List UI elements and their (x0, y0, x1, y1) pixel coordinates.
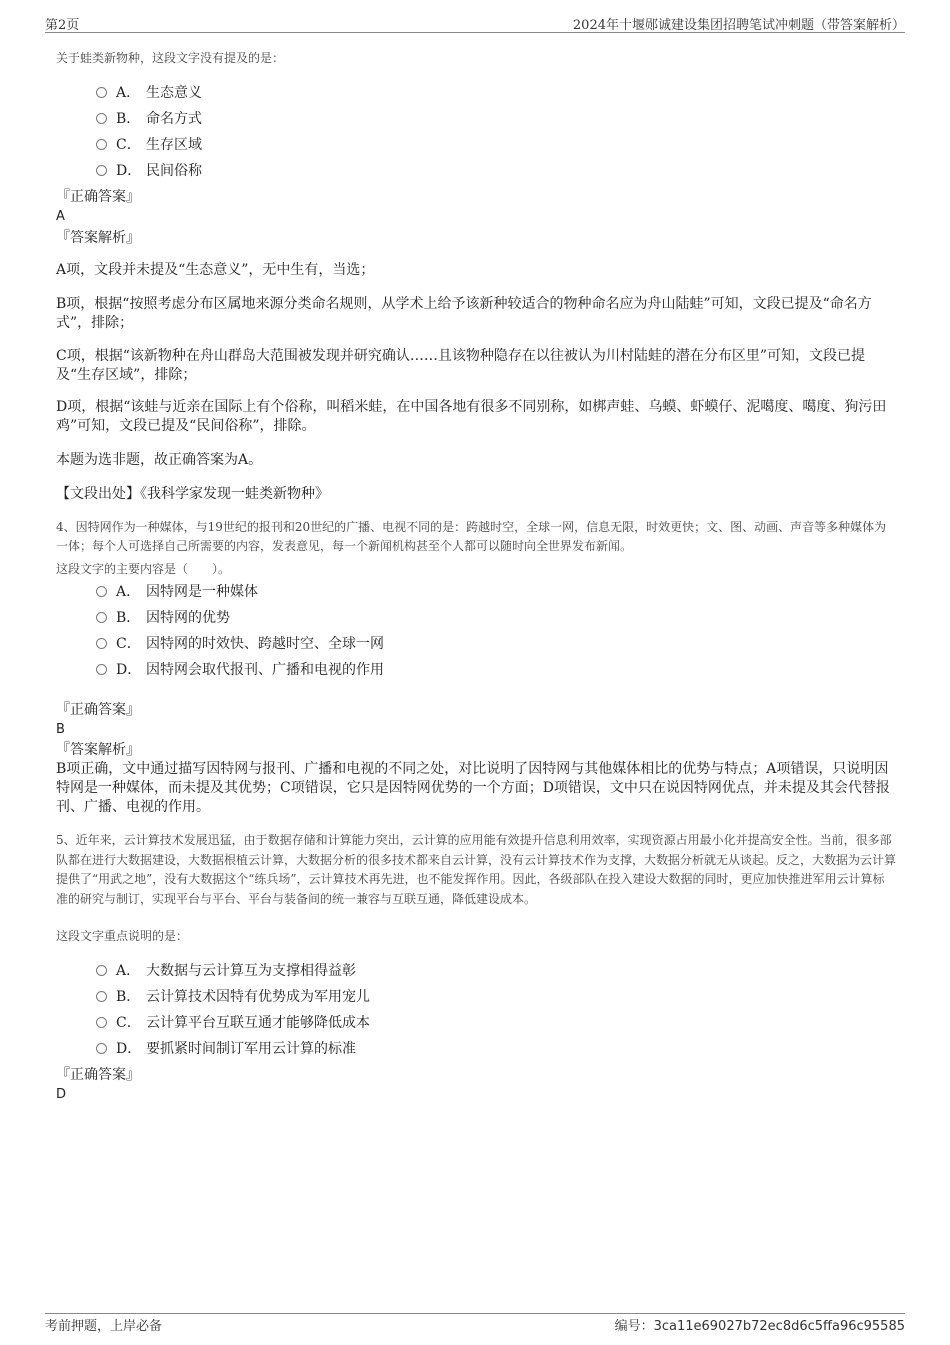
q3-analysis-c: C项，根据“该新物种在舟山群岛大范围被发现并研究确认……且该物种隐存在以往被认为川村陆蛙的潜在分布区里”可知，文段已提及“生存区域”，排除； (56, 348, 866, 383)
radio-icon[interactable] (96, 113, 107, 124)
q3-conclusion: 本题为选非题，故正确答案为A。 (56, 452, 263, 468)
q3-answer: A (56, 209, 65, 224)
q5-option-a[interactable]: A． 大数据与云计算互为支撑相得益彰 (96, 960, 356, 980)
radio-icon[interactable] (96, 612, 107, 623)
document-title: 2024年十堰郧诚建设集团招聘笔试冲刺题（带答案解析） (572, 18, 905, 33)
page-number: 第2页 (45, 18, 80, 33)
document-code: 编号：3ca11e69027b72ec8d6c5ffa96c95585 (614, 1319, 905, 1334)
radio-icon[interactable] (96, 165, 107, 176)
q3-option-c[interactable]: C． 生存区域 (96, 134, 202, 154)
q5-answer-label: 『正确答案』 (56, 1067, 140, 1083)
radio-icon[interactable] (96, 139, 107, 150)
radio-icon[interactable] (96, 1017, 107, 1028)
q3-source: 【文段出处】《我科学家发现一蛙类新物种》 (56, 486, 329, 502)
q5-prompt: 这段文字重点说明的是： (56, 929, 189, 943)
q4-answer-label: 『正确答案』 (56, 702, 140, 718)
q5-option-c[interactable]: C． 云计算平台互联互通才能够降低成本 (96, 1012, 370, 1032)
radio-icon[interactable] (96, 87, 107, 98)
q3-analysis-label: 『答案解析』 (56, 230, 140, 246)
q5-answer: D (56, 1087, 67, 1102)
page-header (45, 14, 905, 33)
radio-icon[interactable] (96, 664, 107, 675)
radio-icon[interactable] (96, 991, 107, 1002)
q4-answer: B (56, 722, 65, 737)
q4-analysis: B项正确，文中通过描写因特网与报刊、广播和电视的不同之处，对比说明了因特网与其他媒体相比的优势与特点；A项错误，只说明因特网是一种媒体，而未提及其优势；C项错误，它只是因特网优势的一个方面；D项错误，文中只在说因特网优点，并未提及其会代替报刊、广播、电视的作用。 (56, 761, 890, 815)
q5-stem: 5、近年来，云计算技术发展迅猛，由于数据存储和计算能力突出，云计算的应用能有效提升信息利用效率，实现资源占用最小化并提高安全性。当前，很多部队都在进行大数据建设，大数据根植云计算，大数据分析的很多技术都来自云计算，没有云计算技术作为支撑，大数据分析就无从谈起。反之，大数据为云计算提供了“用武之地”，没有大数据这个“练兵场”，云计算技术再先进，也不能发挥作用。因此，各级部队在投入建设大数据的同时，更应加快推进军用云计算标准的研究与制订，实现平台与平台、平台与装备间的统一兼容与互联互通，降低建设成本。 (56, 833, 897, 906)
q4-stem: 4、因特网作为一种媒体，与19世纪的报刊和20世纪的广播、电视不同的是：跨越时空，全球一网，信息无限，时效更快；文、图、动画、声音等多种媒体为一体；每个人可选择自己所需要的内容，发表意见，每一个新闻机构甚至个人都可以随时向全世界发布新闻。 (56, 520, 887, 553)
footer-slogan: 考前押题，上岸必备 (45, 1319, 163, 1334)
page-footer (45, 1313, 905, 1336)
q3-answer-label: 『正确答案』 (56, 189, 140, 205)
q3-analysis-b: B项，根据“按照考虑分布区属地来源分类命名规则，从学术上给予该新种较适合的物种命名应为舟山陆蛙”可知，文段已提及“命名方式”，排除； (56, 296, 872, 331)
q4-option-b[interactable]: B． 因特网的优势 (96, 607, 230, 627)
q3-option-a[interactable]: A． 生态意义 (96, 82, 202, 102)
q3-analysis-a: A项，文段并未提及“生态意义”，无中生有，当选； (56, 262, 375, 278)
q4-option-a[interactable]: A． 因特网是一种媒体 (96, 581, 258, 601)
radio-icon[interactable] (96, 586, 107, 597)
q3-option-b[interactable]: B． 命名方式 (96, 108, 202, 128)
q3-option-d[interactable]: D． 民间俗称 (96, 160, 202, 180)
q3-prompt: 关于蛙类新物种，这段文字没有提及的是： (56, 51, 285, 65)
q4-analysis-label: 『答案解析』 (56, 742, 140, 758)
q4-option-c[interactable]: C． 因特网的时效快、跨越时空、全球一网 (96, 633, 384, 653)
radio-icon[interactable] (96, 965, 107, 976)
radio-icon[interactable] (96, 638, 107, 649)
q5-option-b[interactable]: B． 云计算技术因特有优势成为军用宠儿 (96, 986, 370, 1006)
q3-analysis-d: D项，根据“该蛙与近亲在国际上有个俗称，叫稻米蛙，在中国各地有很多不同别称，如梆声蛙、乌蟆、虾蟆仔、泥噶度、噶度、狗污田鸡”可知，文段已提及“民间俗称”，排除。 (56, 399, 887, 434)
q5-option-d[interactable]: D． 要抓紧时间制订军用云计算的标准 (96, 1038, 356, 1058)
radio-icon[interactable] (96, 1043, 107, 1054)
q4-option-d[interactable]: D． 因特网会取代报刊、广播和电视的作用 (96, 659, 384, 679)
q4-prompt: 这段文字的主要内容是（ ）。 (56, 562, 231, 576)
